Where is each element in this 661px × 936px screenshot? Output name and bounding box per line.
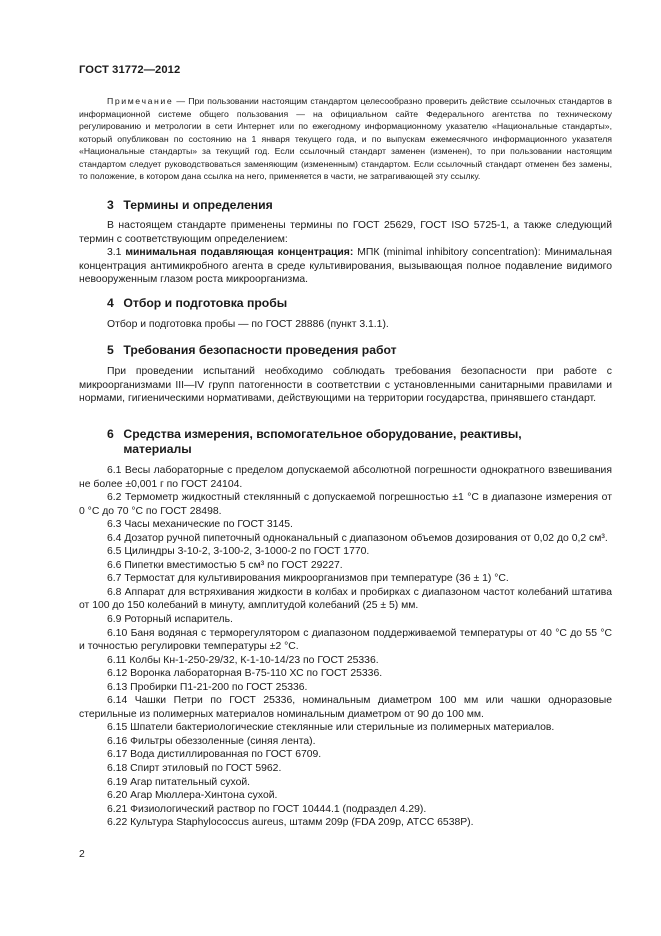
section-4 [79, 296, 612, 311]
list-item: 6.13 Пробирки П1-21-200 по ГОСТ 25336. [107, 681, 308, 693]
list-item: 6.7 Термостат для культивирования микроорганизмов при температуре (36 ± 1) °С. [107, 573, 509, 585]
list-item: 6.1 Весы лабораторные с пределом допускаемой абсолютной погрешности однократного взвешивания не более ±0,001 г по ГОСТ 24104. [79, 465, 612, 490]
list-item: 6.5 Цилиндры 3-10-2, 3-100-2, 3-1000-2 по ГОСТ 1770. [107, 546, 370, 558]
list-item: 6.17 Вода дистиллированная по ГОСТ 6709. [107, 749, 322, 761]
list-item: 6.3 Часы механические по ГОСТ 3145. [107, 519, 293, 531]
section-3-heading: 3 Термины и определения [107, 198, 273, 212]
section-4-heading: 4 Отбор и подготовка пробы [107, 296, 288, 310]
list-item: 6.2 Термометр жидкостный стеклянный с допускаемой погрешностью ±1 °С в диапазоне измерения от 0 °С до 70 °С по ГОСТ 28498. [79, 492, 612, 517]
note-paragraph [79, 95, 612, 183]
note-text: — При пользовании настоящим стандартом целесообразно проверить действие ссылочных стандартов в информационной системе общего пользования — на официальном сайте Федерального агентства по техническому регулированию и метрологии в сети Интернет или по ежегодному информационному указателю «Национальные стандарты», который опубликован по состоянию на 1 января текущего года, и по выпускам ежемесячного информационного указателя «Национальные стандарты» за текущий год. Если ссылочный стандарт заменен (изменен), то при пользовании настоящим стандартом следует руководствоваться заменяющим (измененным) стандартом. Если ссылочный стандарт отменен без замены, то положение, в котором дана ссылка на него, применяется в части, не затрагивающей эту ссылку. [79, 96, 612, 181]
section-4-text: Отбор и подготовка пробы — по ГОСТ 28886 (пункт 3.1.1). [107, 319, 389, 330]
section-5-text: При проведении испытаний необходимо соблюдать требования безопасности при работе с микроорганизмами III—IV групп патогенности в соответствии с установленными санитарными правилами и нормами, гигиеническими нормативами, действующими на территории государства, принявшего стандарт. [79, 366, 612, 405]
section-3 [79, 198, 612, 213]
list-item: 6.12 Воронка лабораторная В-75-110 ХС по ГОСТ 25336. [107, 668, 383, 680]
list-item: 6.19 Агар питательный сухой. [107, 776, 251, 788]
list-item: 6.15 Шпатели бактериологические стеклянные или стерильные из полимерных материалов. [107, 722, 555, 734]
note-label: Примечание [107, 96, 174, 106]
section-5-title: Требования безопасности проведения работ [123, 343, 397, 357]
section-3-title: Термины и определения [123, 198, 273, 212]
list-item: 6.14 Чашки Петри по ГОСТ 25336, номинальным диаметром 100 мм или чашки одноразовые стерильные из полимерных материалов номинальным диаметром от 90 до 100 мм. [79, 695, 612, 720]
section-4-title: Отбор и подготовка пробы [123, 296, 288, 310]
term-name: минимальная подавляющая концентрация: [125, 247, 354, 259]
list-item: 6.18 Спирт этиловый по ГОСТ 5962. [107, 763, 282, 775]
list-item: 6.10 Баня водяная с терморегулятором с диапазоном поддерживаемой температуры от 40 °С до 55 °С и точностью регулировки температуры ±2 °С. [79, 627, 612, 653]
page-header-title: ГОСТ 31772—2012 [79, 64, 181, 76]
list-item: 6.22 Культура Staphylococcus aureus, штамм 209р (FDA 209р, АТСС 6538Р). [107, 817, 474, 829]
list-item: 6.20 Агар Мюллера-Хинтона сухой. [107, 790, 278, 802]
section-6-heading: 6 Средства измерения, вспомогательное оборудование, реактивы, материалы [107, 427, 522, 456]
section-6-title-cont: материалы [123, 442, 192, 456]
section-4-body [79, 318, 612, 332]
list-item: 6.4 Дозатор ручной пипеточный одноканальный с диапазоном объемов дозирования от 0,02 до 0,2 см³. [107, 532, 608, 544]
list-item: 6.11 Колбы Кн-1-250-29/32, К-1-10-14/23 по ГОСТ 25336. [107, 654, 379, 666]
section-5-body [79, 365, 612, 406]
term-3-1: 3.1 минимальная подавляющая концентрация: МПК (minimal inhibitory concentration): Минимальная концентрация антимикробного агента в среде культивирования, вызывающая полное подавление видимого невооруженным глазом роста микроорганизма. [79, 247, 613, 286]
list-item: 6.8 Аппарат для встряхивания жидкости в колбах и пробирках с диапазоном частот колебаний штатива от 100 до 150 колебаний в минуту, амплитудой колебаний (25 ± 5) мм. [79, 586, 612, 612]
section-5-heading: 5 Требования безопасности проведения работ [107, 343, 397, 357]
section-6-title: Средства измерения, вспомогательное оборудование, реактивы, [123, 427, 522, 441]
page-number: 2 [79, 849, 85, 860]
list-item: 6.16 Фильтры обеззоленные (синяя лента). [107, 735, 316, 747]
list-item: 6.9 Роторный испаритель. [107, 614, 233, 626]
term-definition: МПК (minimal inhibitory concentration): Минимальная концентрация антимикробного агента в среде культивирования, вызывающая полное подавление видимого невооруженным глазом роста микроорганизма. [79, 247, 613, 286]
section-6 [79, 427, 612, 457]
equipment-list [79, 464, 612, 830]
section-3-intro: В настоящем стандарте применены термины по ГОСТ 25629, ГОСТ ISO 5725-1, а также следующий термин с соответствующим определением: [79, 220, 612, 245]
list-item: 6.6 Пипетки вместимостью 5 см³ по ГОСТ 29227. [107, 559, 343, 571]
section-5 [79, 343, 612, 358]
list-item: 6.21 Физиологический раствор по ГОСТ 10444.1 (подраздел 4.29). [107, 803, 427, 815]
section-3-body [79, 219, 612, 287]
